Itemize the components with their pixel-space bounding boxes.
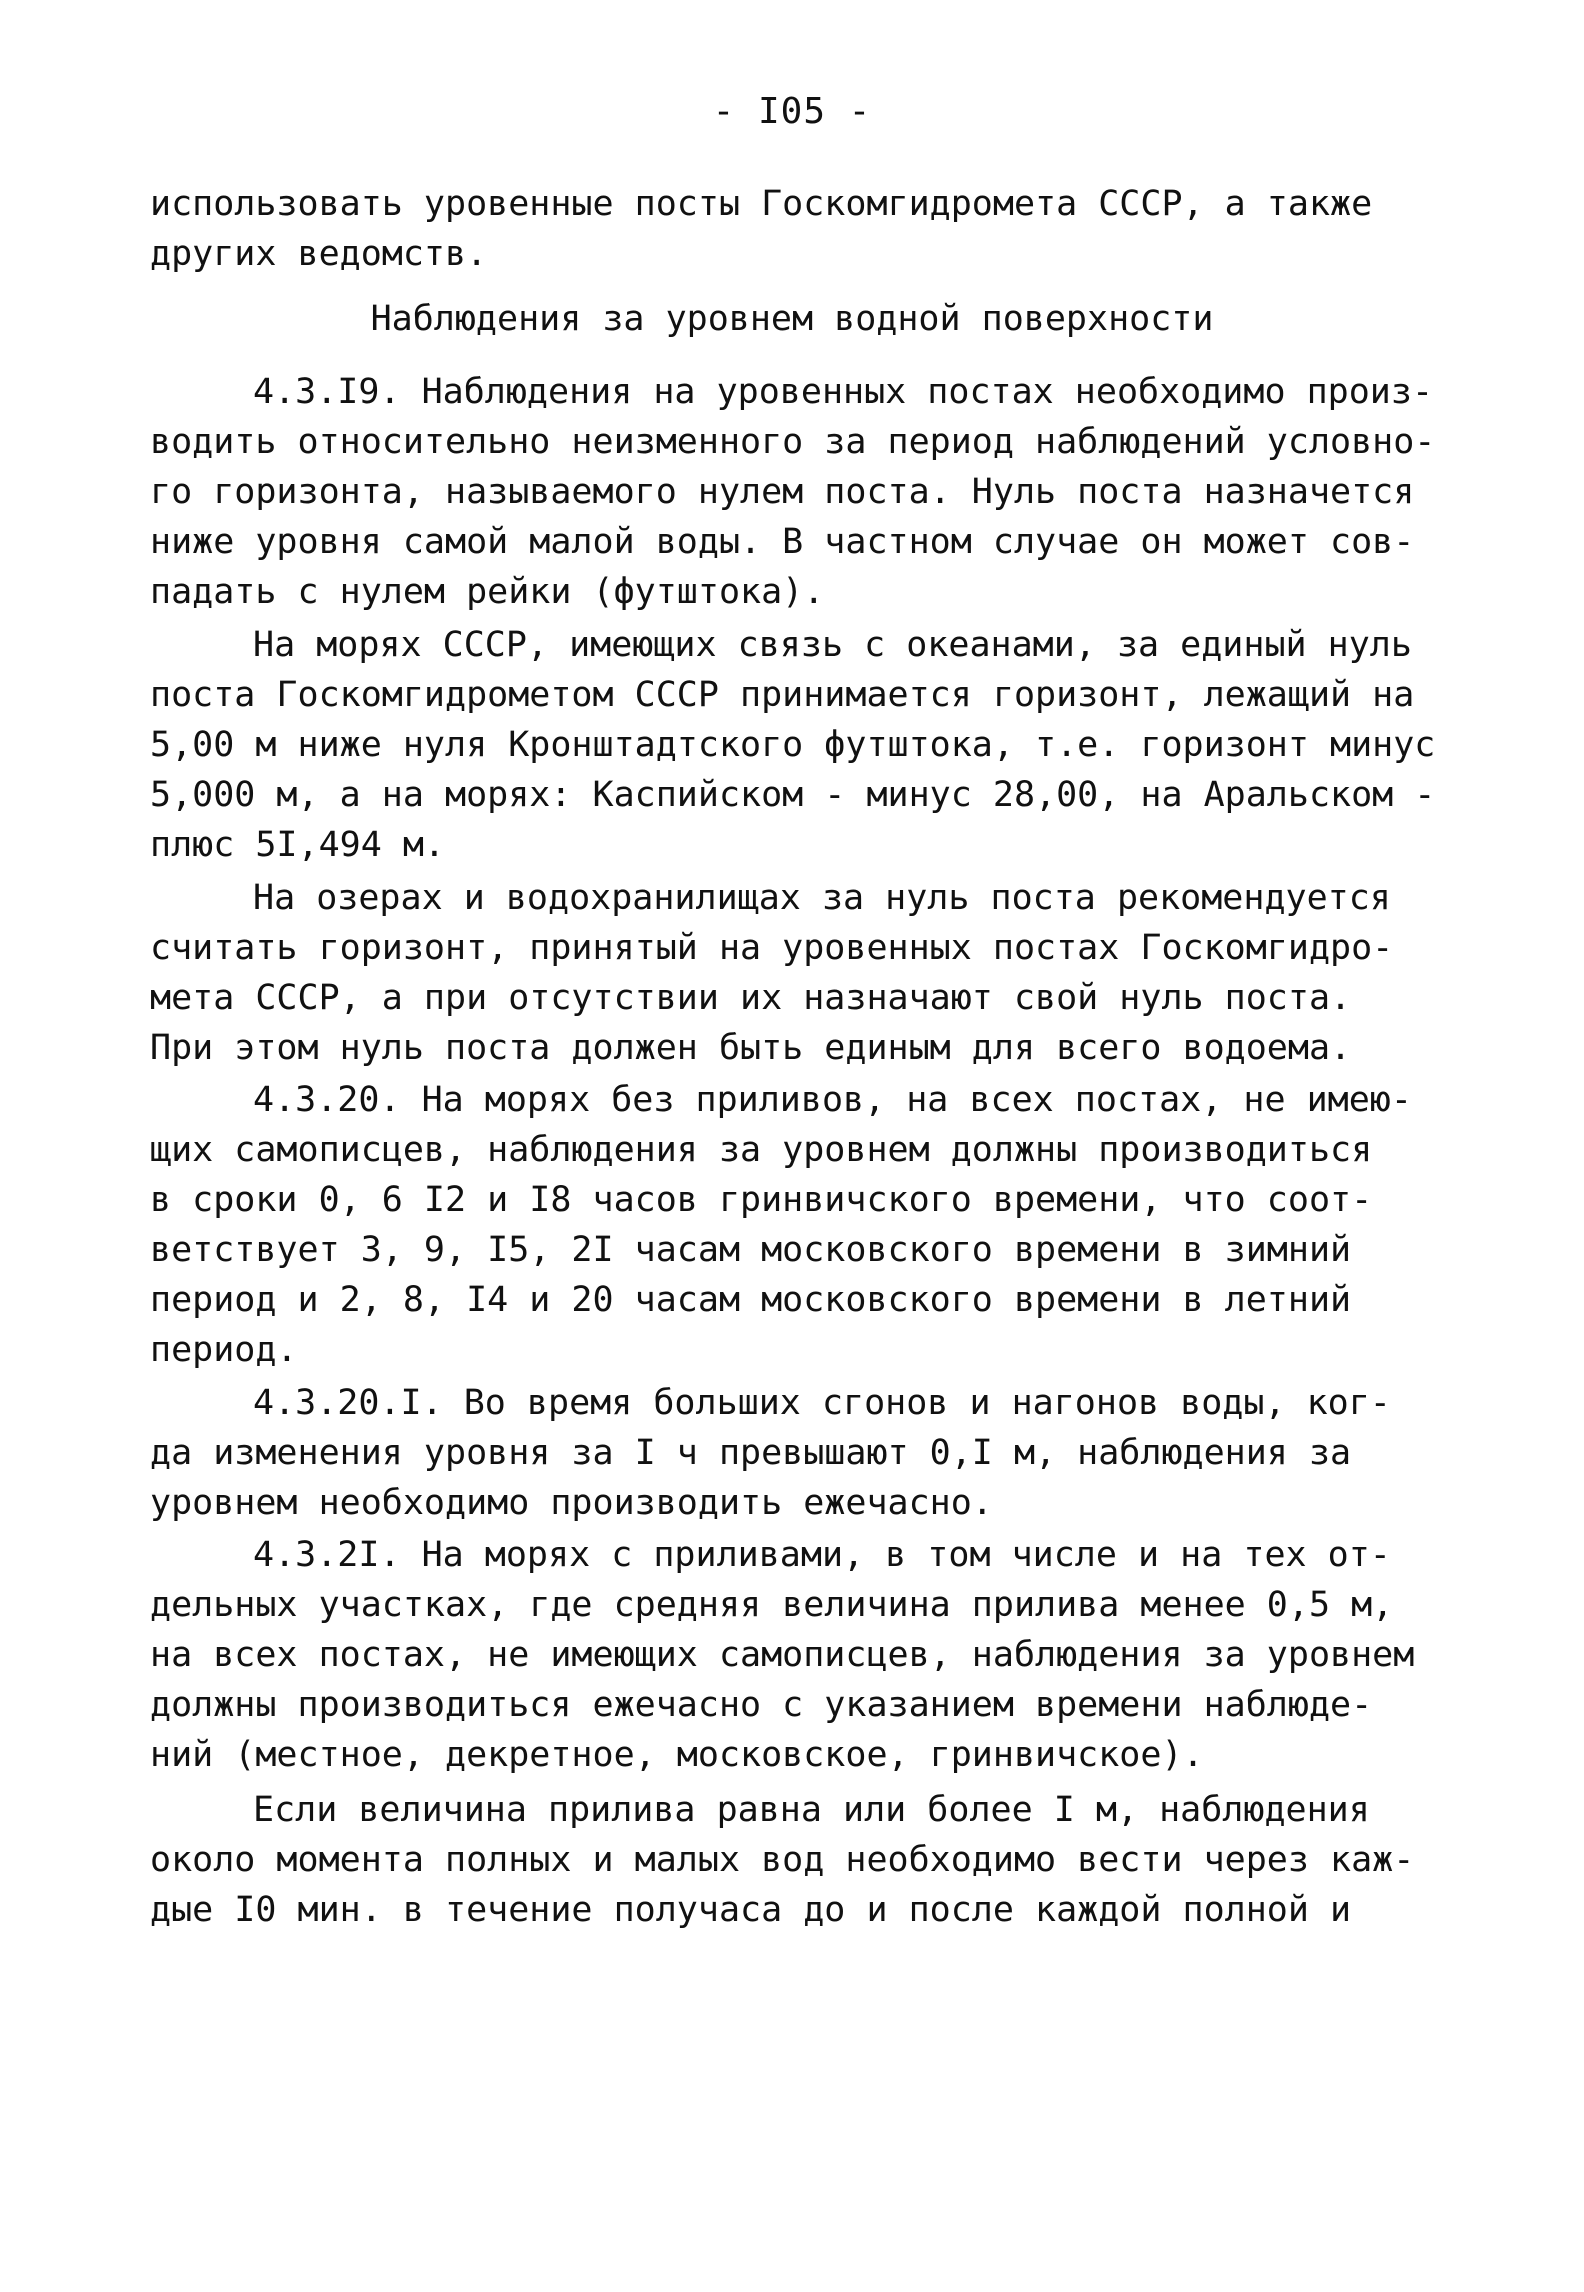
text-line: На озерах и водохранилищах за нуль поста рекомендуется (253, 878, 1391, 918)
text-line: 4.3.20.I. Во время больших сгонов и нагонов воды, ког- (253, 1383, 1391, 1423)
text-line: других ведомств. (150, 234, 488, 274)
text-line: плюс 5I,494 м. (150, 825, 446, 865)
text-line: При этом нуль поста должен быть единым для всего водоема. (150, 1028, 1352, 1068)
text-line: На морях СССР, имеющих связь с океанами, за единый нуль (253, 625, 1412, 665)
text-line: уровнем необходимо производить ежечасно. (150, 1483, 993, 1523)
text-line: 4.3.I9. Наблюдения на уровенных постах необходимо произ- (253, 372, 1434, 412)
text-line: использовать уровенные посты Госкомгидромета СССР, а также (150, 184, 1373, 224)
text-line: поста Госкомгидрометом СССР принимается горизонт, лежащий на (150, 675, 1415, 715)
text-line: на всех постах, не имеющих самописцев, наблюдения за уровнем (150, 1635, 1415, 1675)
text-line: около момента полных и малых вод необходимо вести через каж- (150, 1840, 1415, 1880)
text-line: дельных участках, где средняя величина прилива менее 0,5 м, (150, 1585, 1394, 1625)
text-line: ветствует 3, 9, I5, 2I часам московского времени в зимний (150, 1230, 1352, 1270)
text-line: 4.3.2I. На морях с приливами, в том числе и на тех от- (253, 1535, 1391, 1575)
text-line: период. (150, 1330, 298, 1370)
text-line: 4.3.20. На морях без приливов, на всех постах, не имею- (253, 1080, 1412, 1120)
text-line: 5,000 м, а на морях: Каспийском - минус 28,00, на Аральском - (150, 775, 1436, 815)
text-line: дые I0 мин. в течение получаса до и после каждой полной и (150, 1890, 1352, 1930)
text-line: щих самописцев, наблюдения за уровнем должны производиться (150, 1130, 1373, 1170)
text-line: мета СССР, а при отсутствии их назначают свой нуль поста. (150, 978, 1352, 1018)
text-line: падать с нулем рейки (футштока). (150, 572, 825, 612)
text-line: период и 2, 8, I4 и 20 часам московского времени в летний (150, 1280, 1352, 1320)
text-line: 5,00 м ниже нуля Кронштадтского футштока, т.е. горизонт минус (150, 725, 1436, 765)
text-line: го горизонта, называемого нулем поста. Нуль поста назначется (150, 472, 1415, 512)
text-line: Если величина прилива равна или более I м, наблюдения (253, 1790, 1370, 1830)
text-line: в сроки 0, 6 I2 и I8 часов гринвичского времени, что соот- (150, 1180, 1373, 1220)
text-line: ний (местное, декретное, московское, гринвичское). (150, 1735, 1204, 1775)
text-line: водить относительно неизменного за период наблюдений условно- (150, 422, 1436, 462)
section-heading: Наблюдения за уровнем водной поверхности (370, 299, 1214, 339)
text-line: должны производиться ежечасно с указанием времени наблюде- (150, 1685, 1373, 1725)
text-line: да изменения уровня за I ч превышают 0,I м, наблюдения за (150, 1433, 1352, 1473)
text-line: ниже уровня самой малой воды. В частном случае он может сов- (150, 522, 1415, 562)
text-line: считать горизонт, принятый на уровенных постах Госкомгидро- (150, 928, 1394, 968)
page-number: - I05 - (712, 91, 872, 132)
